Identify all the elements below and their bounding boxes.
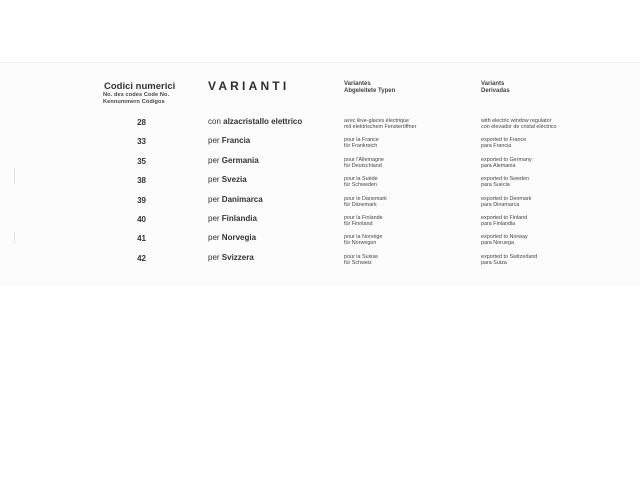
variant-code: 38 (137, 176, 146, 185)
variant-name: Norvegia (221, 233, 257, 242)
variant-description-fr-de (344, 234, 382, 247)
variant-es: para Noruega (481, 240, 514, 247)
variant-de: für Frankreich (344, 143, 378, 150)
variant-en: with electric window regulator (481, 118, 552, 124)
variant-description-fr-de (344, 137, 379, 150)
variant-es: para Suecia (481, 182, 510, 189)
variant-description-it (208, 117, 302, 126)
variants-heading (481, 81, 510, 95)
page-margin-mark (14, 168, 15, 184)
codes-subtitle-line2: Kennummern Códigos (103, 99, 165, 105)
variant-prefix: per (208, 214, 222, 223)
variant-es: para Suiza (481, 260, 507, 267)
variant-en: exported to Denmark (481, 196, 532, 202)
variant-description-en-es (481, 254, 537, 267)
variant-en: exported to Germany (481, 157, 532, 163)
variant-fr: pour la Suisse (344, 254, 379, 260)
variant-description-it (208, 233, 256, 242)
variant-name: Francia (221, 136, 251, 145)
variant-name: Danimarca (221, 195, 263, 204)
variant-de: für Deutschland (344, 163, 382, 170)
variant-description-it (208, 253, 254, 262)
variant-description-en-es (481, 157, 532, 170)
variant-es: con elevador de cristal eléctrico (481, 124, 557, 131)
variant-de: mit elektrischem Fensteröffner (344, 124, 417, 131)
variant-prefix: per (208, 253, 222, 262)
variant-en: exported to France (481, 137, 527, 143)
variant-en: exported to Switzerland (481, 254, 538, 260)
variant-name: alzacristallo elettrico (223, 117, 303, 126)
variant-fr: pour la Suède (344, 176, 378, 182)
codes-subtitle-line1: No. des codes Code No. (103, 92, 170, 98)
variant-description-it (208, 195, 263, 204)
varianti-heading: VARIANTI (208, 79, 290, 93)
abgeleitete-label: Abgeleitete Typen (344, 88, 396, 94)
variant-es: para Dinamarca (481, 202, 520, 209)
variant-description-en-es (481, 215, 527, 228)
variant-de: für Schweden (344, 182, 377, 189)
variant-description-it (208, 214, 257, 223)
variant-description-it (208, 136, 250, 145)
variant-description-it (208, 175, 247, 184)
variant-fr: pour la France (344, 137, 379, 143)
variant-de: für Finnland (344, 221, 373, 228)
variant-description-fr-de (344, 157, 384, 170)
variant-prefix: con (208, 117, 224, 126)
variant-fr: pour l'Allemagne (344, 157, 384, 163)
variant-code: 33 (137, 137, 146, 146)
derivadas-label: Derivadas (481, 88, 510, 94)
variant-code: 39 (137, 196, 146, 205)
variant-prefix: per (208, 233, 222, 242)
variant-code: 35 (137, 157, 146, 166)
variant-code: 42 (137, 254, 146, 263)
variant-name: Svizzera (221, 253, 254, 262)
variant-de: für Schweiz (344, 260, 372, 267)
variant-code: 41 (137, 234, 146, 243)
document-page (0, 62, 640, 287)
variant-es: para Francia (481, 143, 512, 150)
variant-fr: pour la Norvège (344, 234, 383, 240)
variant-code: 28 (137, 118, 146, 127)
variant-prefix: per (208, 156, 222, 165)
variant-en: exported to Sweden (481, 176, 529, 182)
variantes-heading (344, 81, 395, 95)
variant-description-en-es (481, 196, 531, 209)
variant-name: Svezia (221, 175, 247, 184)
codici-title: Codici numerici (104, 81, 176, 92)
variant-es: para Alemania (481, 163, 516, 170)
variant-prefix: per (208, 175, 222, 184)
variant-name: Germania (221, 156, 259, 165)
variant-description-en-es (481, 234, 528, 247)
variant-en: exported to Norway (481, 234, 528, 240)
variants-label: Variants (481, 81, 505, 87)
variant-prefix: per (208, 195, 222, 204)
variant-description-fr-de (344, 176, 378, 189)
variant-en: exported to Finland (481, 215, 528, 221)
page-margin-mark (14, 232, 15, 244)
variant-prefix: per (208, 136, 222, 145)
variant-description-it (208, 156, 259, 165)
variant-description-fr-de (344, 254, 378, 267)
variant-description-fr-de (344, 118, 416, 131)
variant-description-en-es (481, 176, 529, 189)
variant-description-en-es (481, 118, 557, 131)
variant-de: für Norwegen (344, 240, 377, 247)
variant-description-fr-de (344, 196, 387, 209)
variant-de: für Dänemark (344, 202, 377, 209)
variant-description-fr-de (344, 215, 383, 228)
variant-name: Finlandia (221, 214, 257, 223)
variant-fr: pour la Finlande (344, 215, 383, 221)
variant-fr: pour le Danemark (344, 196, 387, 202)
variant-es: para Finlandia (481, 221, 516, 228)
variant-code: 40 (137, 215, 146, 224)
variant-description-en-es (481, 137, 526, 150)
variantes-label: Variantes (344, 81, 371, 87)
variant-fr: avec lève-glaces électrique (344, 118, 410, 124)
